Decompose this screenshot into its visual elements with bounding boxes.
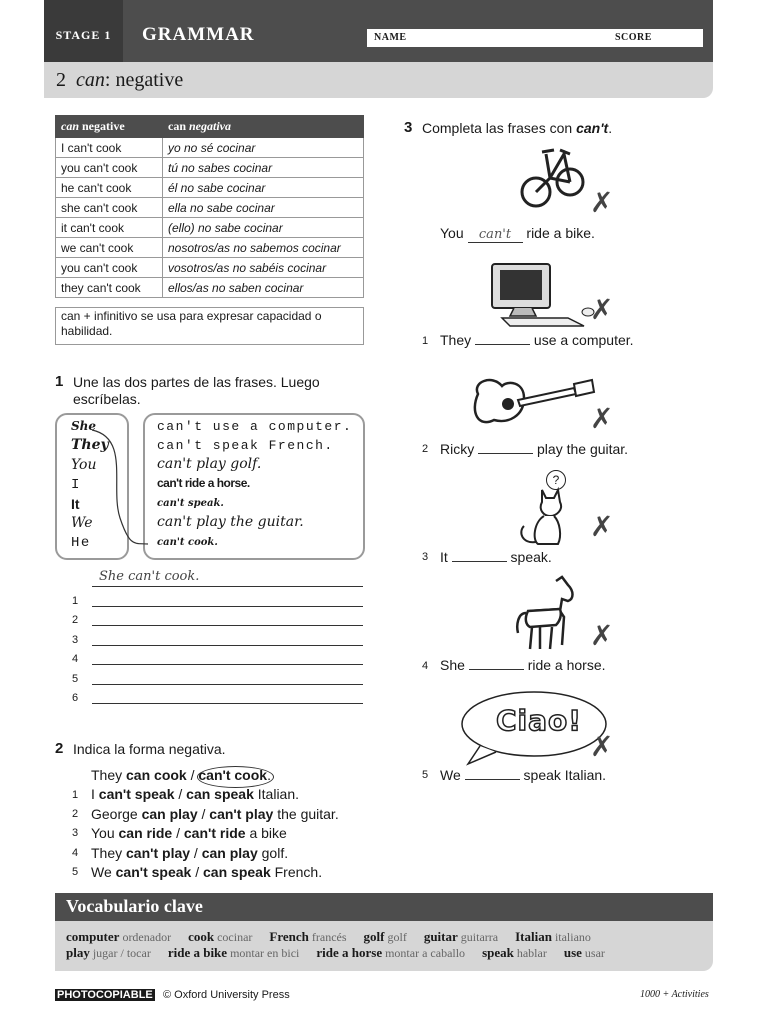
subject-item: They bbox=[71, 437, 109, 453]
cross-icon: ✗ bbox=[590, 620, 614, 651]
grammar-note: can + infinitivo se usa para expresar capacidad o habilidad. bbox=[55, 307, 364, 345]
table-row bbox=[56, 138, 364, 158]
item-number: 2 bbox=[72, 808, 79, 820]
section-title: GRAMMAR bbox=[142, 24, 255, 45]
table-row bbox=[56, 178, 364, 198]
table-cell: I can't cook bbox=[56, 138, 163, 158]
table-row bbox=[56, 198, 364, 218]
subject-item: It bbox=[71, 496, 80, 512]
table-row bbox=[56, 238, 364, 258]
bicycle-icon bbox=[520, 140, 586, 220]
predicate-item: can't ride a horse. bbox=[157, 476, 250, 490]
table-cell: nosotros/as no sabemos cocinar bbox=[163, 238, 364, 258]
answer-line[interactable] bbox=[92, 663, 363, 665]
table-cell: they can't cook bbox=[56, 278, 163, 298]
name-score-field[interactable] bbox=[367, 29, 703, 47]
table-head-spanish: can negativa bbox=[163, 116, 364, 138]
item-number: 5 bbox=[422, 769, 429, 781]
answer-line[interactable] bbox=[92, 683, 363, 685]
line-number: 6 bbox=[72, 692, 79, 704]
subject-item: You bbox=[71, 457, 97, 473]
table-cell: you can't cook bbox=[56, 258, 163, 278]
line-number: 1 bbox=[72, 595, 79, 607]
exercise-2-instruction: Indica la forma negativa. bbox=[73, 741, 226, 757]
line-number: 3 bbox=[72, 634, 79, 646]
exercise-1-number: 1 bbox=[55, 373, 64, 390]
exercise-1-example: She can't cook. bbox=[99, 569, 200, 584]
cross-icon: ✗ bbox=[590, 511, 614, 542]
answer-line[interactable] bbox=[92, 585, 363, 587]
answer-line[interactable] bbox=[92, 644, 363, 646]
subject-item: We bbox=[71, 515, 93, 531]
line-number: 4 bbox=[72, 653, 79, 665]
exercise-1-instruction: Une las dos partes de las frases. Luego escríbelas. bbox=[73, 374, 320, 407]
computer-icon bbox=[488, 260, 598, 328]
vocab-row-1: computer ordenador cook cocinar French francés golf golf guitar guitarra Italian italiano bbox=[66, 929, 591, 944]
exercise-2-item[interactable]: You can ride / can't ride a bike bbox=[91, 825, 287, 841]
item-number: 1 bbox=[422, 335, 429, 347]
exercise-2-number: 2 bbox=[55, 740, 64, 757]
cross-icon: ✗ bbox=[590, 294, 614, 325]
ciao-text: Ciao! bbox=[496, 704, 583, 737]
table-cell: it can't cook bbox=[56, 218, 163, 238]
line-number: 2 bbox=[72, 614, 79, 626]
vocab-title: Vocabulario clave bbox=[66, 896, 203, 916]
table-cell: él no sabe cocinar bbox=[163, 178, 364, 198]
table-cell: vosotros/as no sabéis cocinar bbox=[163, 258, 364, 278]
exercise-2-item[interactable]: George can play / can't play the guitar. bbox=[91, 806, 339, 822]
stage-label: STAGE 1 bbox=[55, 28, 112, 42]
vocab-row-2: play jugar / tocar ride a bike montar en bici ride a horse montar a caballo speak hablar use usar bbox=[66, 945, 605, 960]
table-cell: he can't cook bbox=[56, 178, 163, 198]
subject-item: I bbox=[71, 477, 81, 493]
exercise-2-item[interactable]: I can't speak / can speak Italian. bbox=[91, 786, 300, 802]
cat-icon bbox=[514, 486, 574, 548]
exercise-3-item[interactable]: They use a computer. bbox=[440, 332, 634, 348]
copyright-text: © Oxford University Press bbox=[163, 989, 290, 1001]
table-row bbox=[56, 158, 364, 178]
item-number: 3 bbox=[72, 827, 79, 839]
connecting-line bbox=[90, 428, 150, 548]
exercise-2-item[interactable]: They can't play / can play golf. bbox=[91, 845, 289, 861]
score-label: SCORE bbox=[615, 32, 652, 43]
item-number: 1 bbox=[72, 789, 79, 801]
table-row bbox=[56, 258, 364, 278]
exercise-3-example: You can't ride a bike. bbox=[440, 225, 595, 242]
item-number: 4 bbox=[422, 660, 429, 672]
answer-line[interactable] bbox=[92, 702, 363, 704]
cross-icon: ✗ bbox=[590, 403, 614, 434]
exercise-3-instruction: Completa las frases con can't. bbox=[422, 120, 613, 136]
table-cell: ella no sabe cocinar bbox=[163, 198, 364, 218]
table-head-english: can negative bbox=[56, 116, 163, 138]
cross-icon: ✗ bbox=[590, 187, 614, 218]
item-number: 4 bbox=[72, 847, 79, 859]
exercise-3-item[interactable]: Ricky play the guitar. bbox=[440, 441, 629, 457]
table-cell: ellos/as no saben cocinar bbox=[163, 278, 364, 298]
subject-item: She bbox=[71, 419, 97, 433]
exercise-3-item[interactable]: We speak Italian. bbox=[440, 767, 607, 783]
predicate-item: can't cook. bbox=[157, 537, 218, 548]
line-number: 5 bbox=[72, 673, 79, 685]
item-number: 5 bbox=[72, 866, 79, 878]
predicate-item: can't speak. bbox=[157, 498, 224, 509]
item-number: 3 bbox=[422, 551, 429, 563]
exercise-3-item[interactable]: She ride a horse. bbox=[440, 657, 606, 673]
grammar-table bbox=[55, 115, 364, 298]
predicate-item: can't use a computer. bbox=[157, 419, 353, 434]
exercise-3-number: 3 bbox=[404, 119, 413, 136]
subject-item: He bbox=[71, 535, 91, 551]
horse-icon bbox=[512, 575, 582, 655]
exercise-2-example: They can cook / can't cook. bbox=[91, 767, 271, 783]
unit-title: 2 can: negative bbox=[56, 69, 184, 91]
table-cell: we can't cook bbox=[56, 238, 163, 258]
guitar-icon bbox=[468, 372, 598, 432]
name-label: NAME bbox=[374, 32, 407, 43]
table-row bbox=[56, 218, 364, 238]
table-cell: tú no sabes cocinar bbox=[163, 158, 364, 178]
item-number: 2 bbox=[422, 443, 429, 455]
predicate-item: can't play golf. bbox=[157, 456, 262, 472]
answer-line[interactable] bbox=[92, 605, 363, 607]
table-cell: (ello) no sabe cocinar bbox=[163, 218, 364, 238]
table-cell: she can't cook bbox=[56, 198, 163, 218]
answer-line[interactable] bbox=[92, 624, 363, 626]
table-row bbox=[56, 278, 364, 298]
predicate-item: can't speak French. bbox=[157, 438, 334, 453]
table-cell: you can't cook bbox=[56, 158, 163, 178]
exercise-2-item[interactable]: We can't speak / can speak French. bbox=[91, 864, 323, 880]
cross-icon: ✗ bbox=[590, 731, 614, 762]
photocopiable-badge: PHOTOCOPIABLE bbox=[57, 989, 153, 1001]
series-name: 1000 + Activities bbox=[640, 989, 709, 1000]
thought-bubble: ? bbox=[546, 470, 566, 490]
exercise-3-item[interactable]: It speak. bbox=[440, 549, 552, 565]
table-cell: yo no sé cocinar bbox=[163, 138, 364, 158]
predicate-item: can't play the guitar. bbox=[157, 514, 304, 530]
